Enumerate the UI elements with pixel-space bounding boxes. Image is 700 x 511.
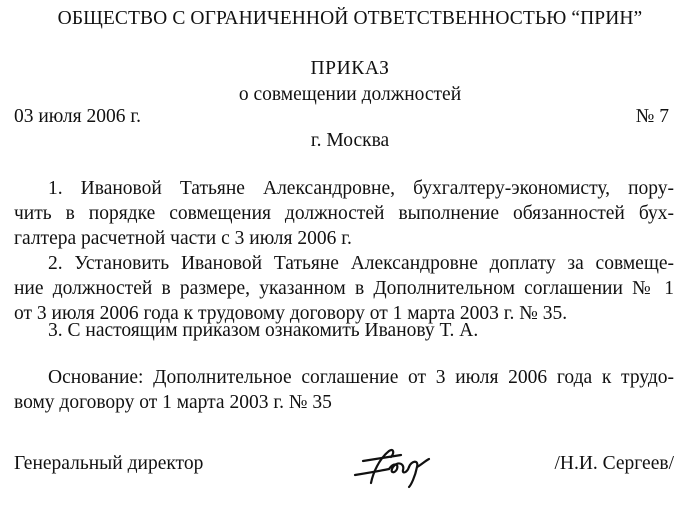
- document-title: ПРИКАЗ: [310, 58, 390, 79]
- paragraph-line: чить в порядке совмещения должностей выполнение обязанностей бух-: [14, 203, 674, 224]
- paragraph-1: [14, 176, 674, 251]
- signer-name: /Н.И. Сергеев/: [554, 453, 674, 474]
- paragraph-2: [14, 251, 674, 326]
- paragraph-line: 3. С настоящим приказом ознакомить Иванову Т. А.: [48, 320, 479, 341]
- signature-row: [14, 453, 674, 483]
- paragraph-line: ние должностей в размере, указанном в Дополнительном соглашении № 1: [14, 278, 674, 299]
- paragraph-line: 2. Установить Ивановой Татьяне Александровне доплату за совмеще-: [48, 253, 674, 274]
- date-number-line: [14, 106, 669, 128]
- paragraph-line: от 3 июля 2006 года к трудовому договору от 1 марта 2003 г. № 35.: [14, 303, 568, 324]
- organization-name: ОБЩЕСТВО С ОГРАНИЧЕННОЙ ОТВЕТСТВЕННОСТЬЮ “ПРИН”: [57, 8, 643, 29]
- document-subtitle: о совмещении должностей: [238, 84, 462, 105]
- order-number: № 7: [635, 106, 669, 127]
- paragraph-3: [14, 318, 674, 343]
- basis-paragraph: [14, 365, 674, 415]
- paragraph-line: 1. Ивановой Татьяне Александровне, бухгалтеру-экономисту, пору-: [48, 178, 674, 199]
- order-city: г. Москва: [310, 130, 390, 151]
- paragraph-line: галтера расчетной части с 3 июля 2006 г.: [14, 228, 352, 249]
- handwritten-signature-icon: [349, 443, 439, 489]
- signer-position: Генеральный директор: [14, 453, 204, 474]
- order-date: 03 июля 2006 г.: [14, 106, 142, 127]
- paragraph-line: вому договору от 1 марта 2003 г. № 35: [14, 392, 332, 413]
- paragraph-line: Основание: Дополнительное соглашение от 3 июля 2006 года к трудо-: [48, 367, 674, 388]
